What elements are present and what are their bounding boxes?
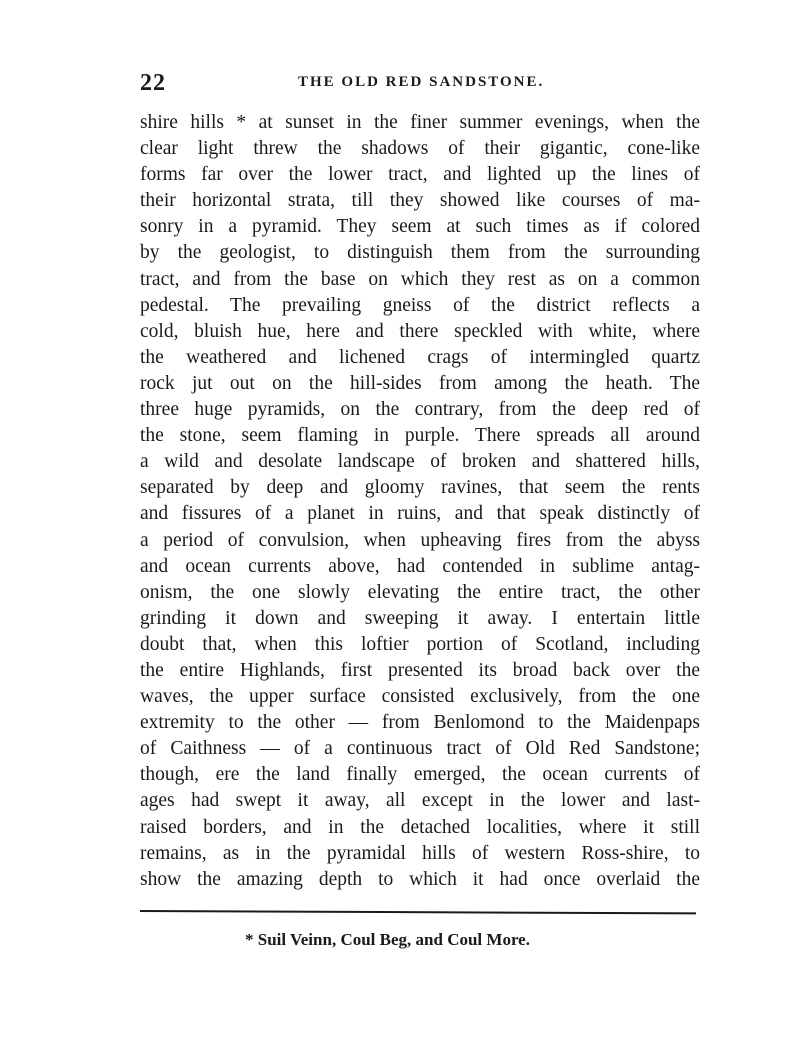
running-head: THE OLD RED SANDSTONE. — [298, 74, 545, 90]
text-line: pedestal. The prevailing gneiss of the district reflects a — [140, 294, 700, 316]
text-line: the weathered and lichened crags of intermingled quartz — [140, 346, 700, 368]
text-line: doubt that, when this loftier portion of Scotland, including — [140, 633, 700, 655]
text-line: remains, as in the pyramidal hills of western Ross-shire, to — [140, 842, 700, 864]
text-line: rock jut out on the hill-sides from among the heath. The — [140, 372, 700, 394]
text-line: raised borders, and in the detached localities, where it still — [140, 816, 700, 838]
text-line: and ocean currents above, had contended in sublime antag- — [140, 555, 700, 577]
text-line: clear light threw the shadows of their gigantic, cone-like — [140, 138, 700, 160]
text-line: their horizontal strata, till they showed like courses of ma- — [140, 190, 700, 212]
body-text — [140, 110, 700, 893]
text-line: by the geologist, to distinguish them from the surrounding — [140, 242, 700, 264]
text-line: ages had swept it away, all except in the lower and last- — [140, 790, 700, 812]
text-line: three huge pyramids, on the contrary, from the deep red of — [140, 399, 700, 421]
page-number: 22 — [140, 70, 166, 96]
text-line: extremity to the other — from Benlomond to the Maidenpaps — [140, 712, 700, 734]
text-line: waves, the upper surface consisted exclusively, from the one — [140, 686, 700, 708]
text-line: and fissures of a planet in ruins, and that speak distinctly of — [140, 503, 700, 525]
text-line: show the amazing depth to which it had once overlaid the — [140, 868, 700, 890]
text-line: a period of convulsion, when upheaving fires from the abyss — [140, 529, 700, 551]
text-line: separated by deep and gloomy ravines, that seem the rents — [140, 477, 700, 499]
text-line: sonry in a pyramid. They seem at such times as if colored — [140, 216, 700, 238]
text-line: tract, and from the base on which they rest as on a common — [140, 268, 700, 290]
footnote: * Suil Veinn, Coul Beg, and Coul More. — [245, 930, 530, 949]
text-line: grinding it down and sweeping it away. I entertain little — [140, 607, 700, 629]
text-line: cold, bluish hue, here and there speckled with white, where — [140, 320, 700, 342]
text-line: the stone, seem flaming in purple. There spreads all around — [140, 425, 700, 447]
footnote-rule — [140, 910, 696, 914]
text-line: of Caithness — of a continuous tract of Old Red Sandstone; — [140, 738, 700, 760]
text-line: a wild and desolate landscape of broken and shattered hills, — [140, 451, 700, 473]
text-line: though, ere the land finally emerged, the ocean currents of — [140, 764, 700, 786]
text-line: the entire Highlands, first presented its broad back over the — [140, 659, 700, 681]
text-line: forms far over the lower tract, and lighted up the lines of — [140, 164, 700, 186]
text-line: shire hills * at sunset in the finer summer evenings, when the — [140, 112, 700, 133]
text-line: onism, the one slowly elevating the entire tract, the other — [140, 581, 700, 603]
